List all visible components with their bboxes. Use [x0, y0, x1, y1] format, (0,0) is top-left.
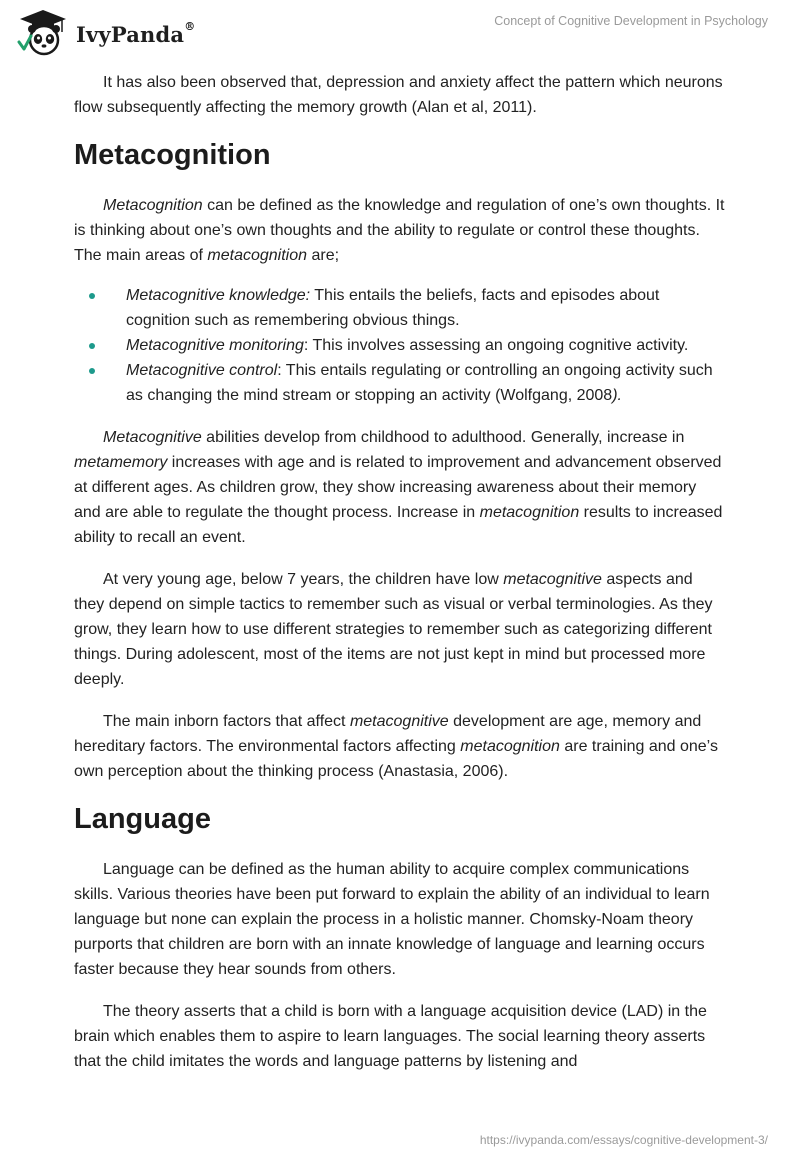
panda-graduate-icon	[16, 8, 70, 56]
list-item: Metacognitive monitoring: This involves assessing an ongoing cognitive activity.	[74, 333, 726, 358]
paragraph-metacognition-definition: Metacognition can be defined as the knowledge and regulation of one’s own thoughts. It is thinking about one’s own thoughts and the ability to regulate or control these thoughts. The main areas of metacognition are;	[74, 197, 725, 264]
paragraph-factors: The main inborn factors that affect metacognitive development are age, memory and hereditary factors. The environmental factors affecting metacognition are training and one’s own perception about the thinking process (Anastasia, 2006).	[74, 713, 718, 780]
heading-metacognition: Metacognition	[74, 139, 271, 171]
paragraph-language-theory: The theory asserts that a child is born with a language acquisition device (LAD) in the brain which enables them to aspire to learn languages. The social learning theory asserts that the child imitates the words and language patterns by listening and	[74, 1003, 707, 1070]
article-body	[74, 70, 726, 1091]
heading-language: Language	[74, 803, 211, 835]
source-url[interactable]: https://ivypanda.com/essays/cognitive-development-3/	[479, 1133, 768, 1147]
paragraph-young-age: At very young age, below 7 years, the children have low metacognitive aspects and they depend on simple tactics to remember such as visual or verbal terminologies. As they grow, they learn how to use different strategies to remember such as categorizing different things. During adolescent, most of the items are not just kept in mind but processed more deeply.	[74, 571, 713, 688]
paragraph-intro: It has also been observed that, depression and anxiety affect the pattern which neurons flow subsequently affecting the memory growth (Alan et al, 2011).	[74, 74, 723, 116]
paragraph-development: Metacognitive abilities develop from childhood to adulthood. Generally, increase in metamemory increases with age and is related to improvement and advancement observed at different ages. As children grow, they show increasing awareness about their memory and are able to regulate the thought process. Increase in metacognition results to increased ability to recall an event.	[74, 429, 723, 546]
bullet-dot-icon	[89, 293, 95, 299]
metacognition-areas-list	[74, 283, 726, 408]
list-item: Metacognitive control: This entails regulating or controlling an ongoing activity such as changing the mind stream or stopping an activity (Wolfgang, 2008).	[74, 358, 726, 408]
list-item: Metacognitive knowledge: This entails the beliefs, facts and episodes about cognition such as remembering obvious things.	[74, 283, 726, 333]
bullet-dot-icon	[89, 368, 95, 374]
bullet-dot-icon	[89, 343, 95, 349]
paragraph-language-definition: Language can be defined as the human ability to acquire complex communications skills. Various theories have been put forward to explain the ability of an individual to learn language but none can explain the process in a holistic manner. Chomsky-Noam theory purports that children are born with an innate knowledge of language and learning occurs faster because they hear sounds from others.	[74, 861, 710, 978]
document-title: Concept of Cognitive Development in Psychology	[494, 14, 768, 28]
brand-logo[interactable]	[16, 8, 195, 56]
brand-name: IvyPanda®	[76, 19, 196, 47]
page-header	[0, 0, 800, 60]
